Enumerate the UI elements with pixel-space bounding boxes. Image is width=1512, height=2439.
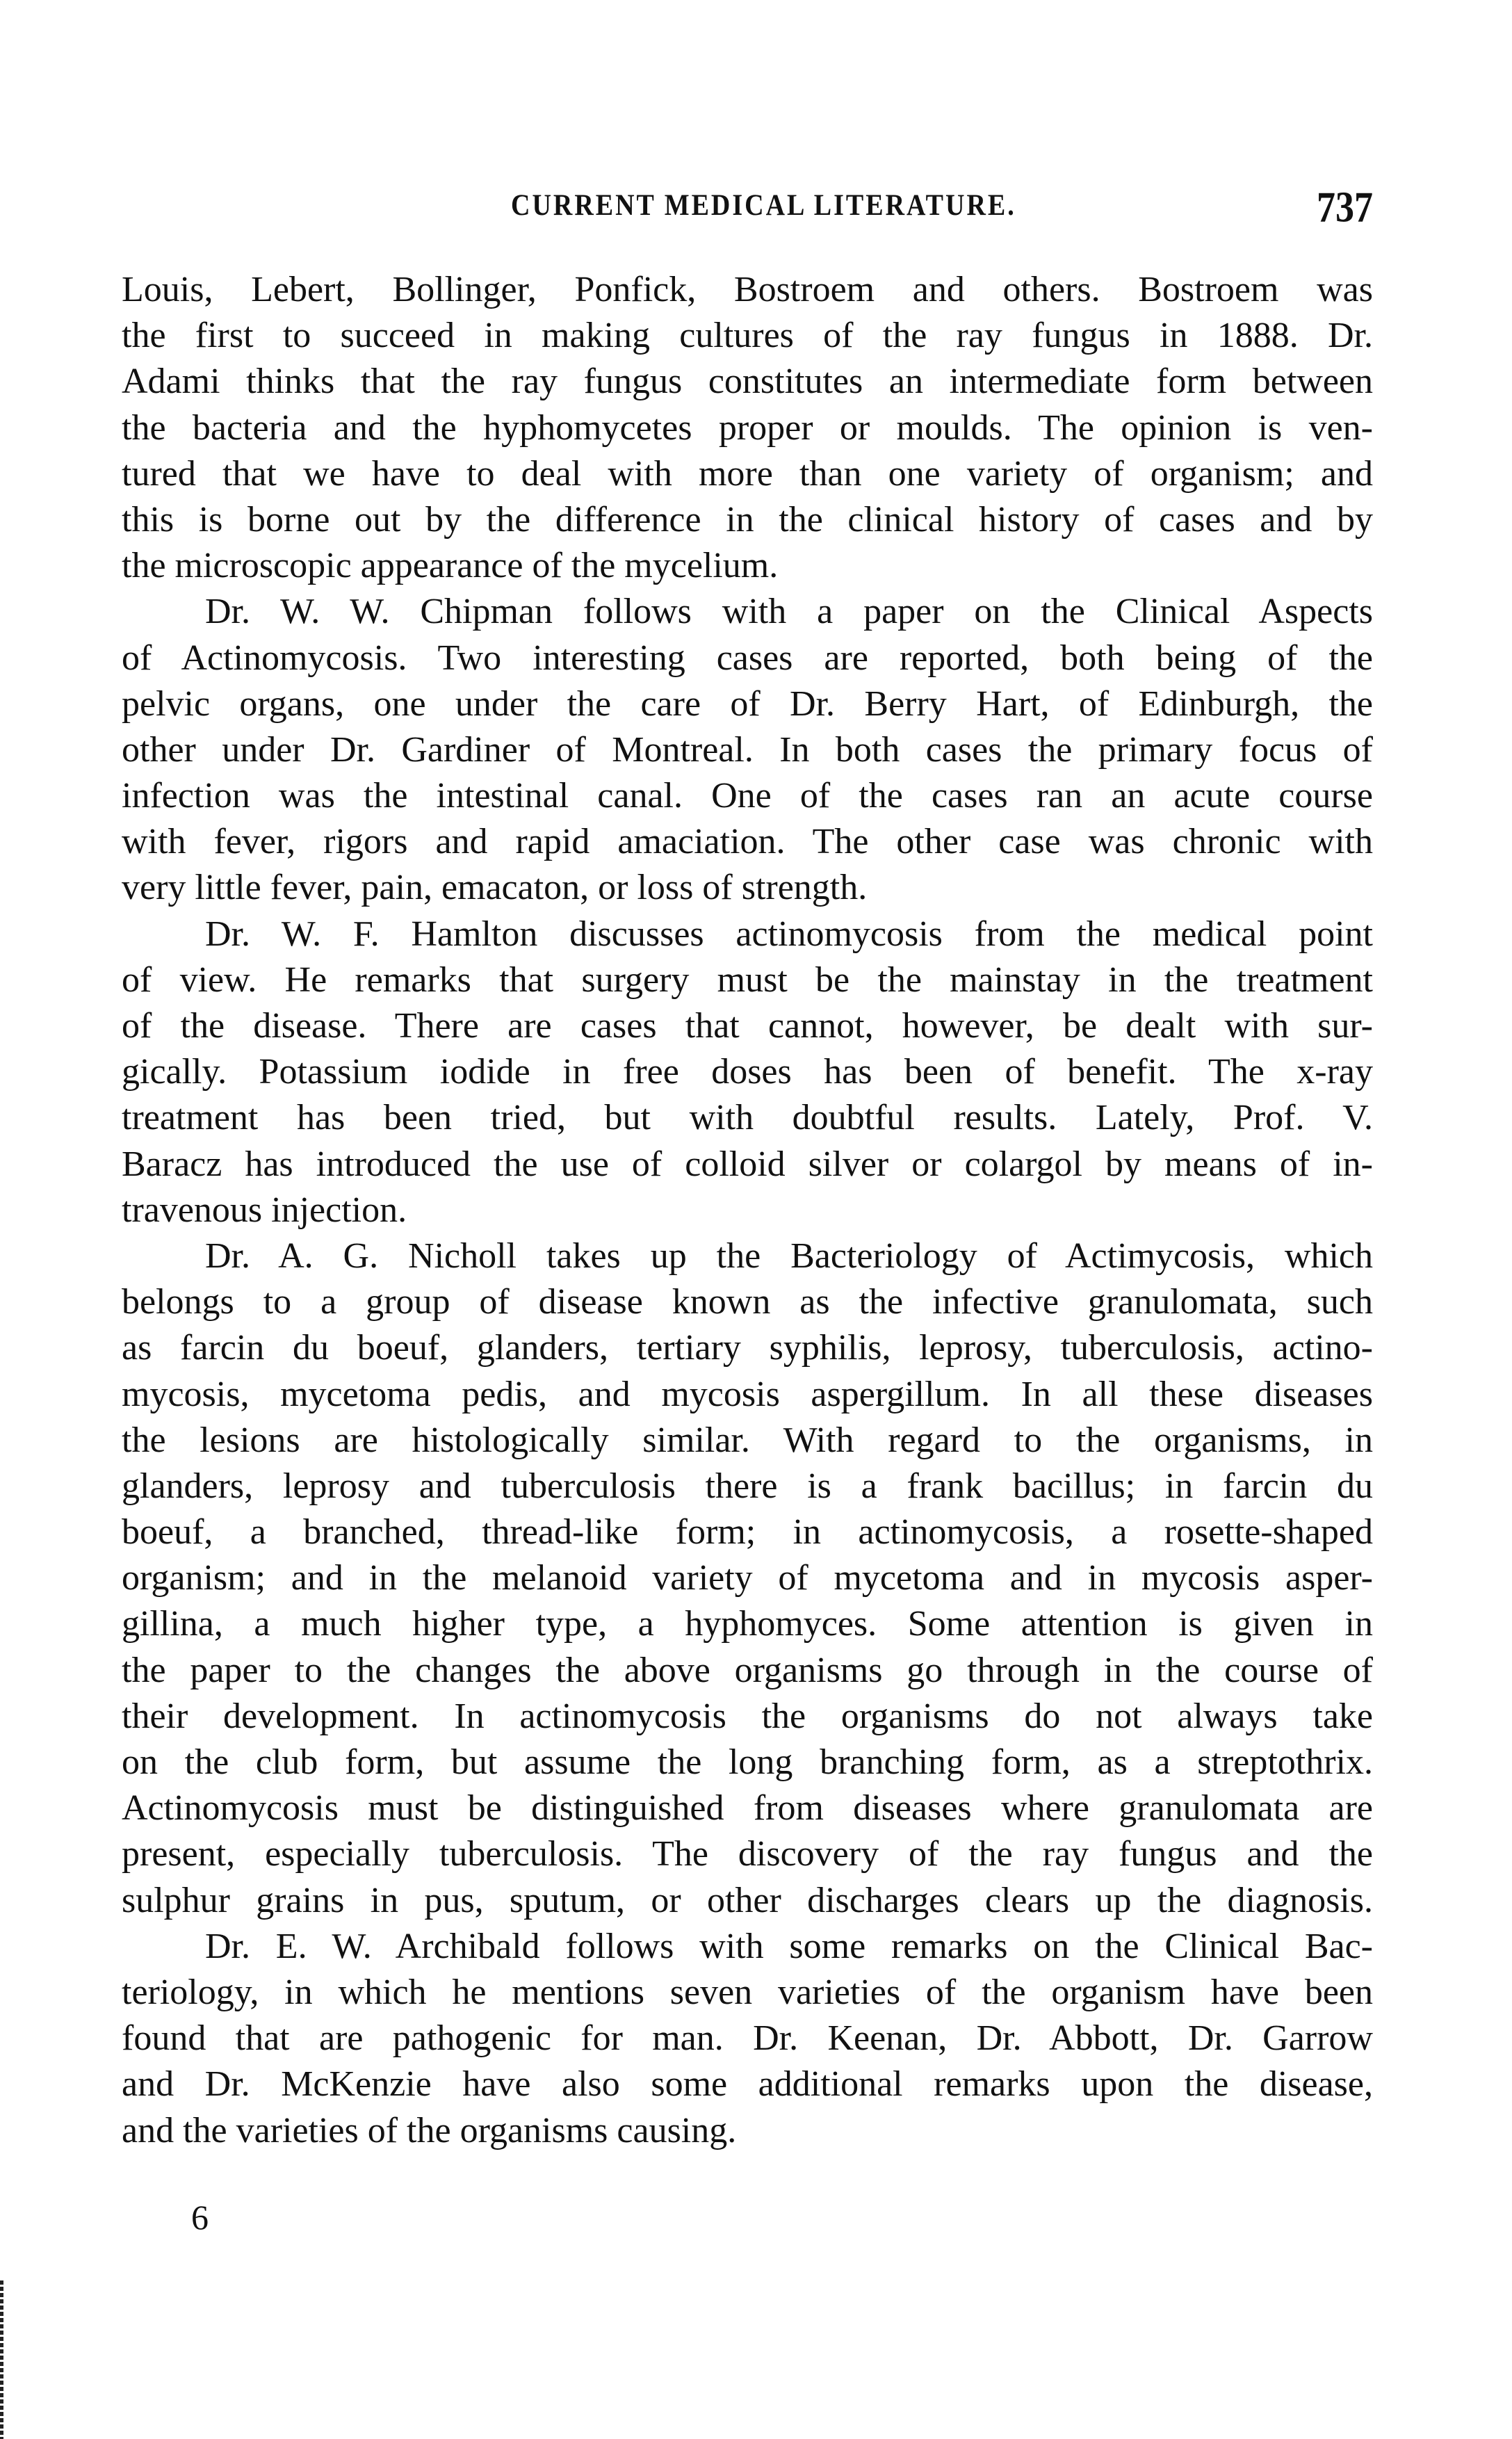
text-line: organism; and in the melanoid variety of mycetoma and in mycosis asper- xyxy=(122,1558,1373,1598)
text-line: Dr. A. G. Nicholl takes up the Bacteriology of Actimycosis, which xyxy=(205,1235,1373,1276)
text-line: Dr. W. W. Chipman follows with a paper on the Clinical Aspects xyxy=(205,592,1373,632)
text-line: Adami thinks that the ray fungus constitutes an intermediate form between xyxy=(122,362,1373,402)
text-line: this is borne out by the difference in the clinical history of cases and by xyxy=(122,499,1373,540)
paragraph-1 xyxy=(122,267,1373,589)
text-line: their development. In actinomycosis the organisms do not always take xyxy=(122,1696,1373,1736)
page-number: 737 xyxy=(1317,183,1373,232)
paragraph-archibald xyxy=(122,1924,1373,2154)
paragraph-hamlton xyxy=(122,911,1373,1233)
text-line: as farcin du boeuf, glanders, tertiary syphilis, leprosy, tuberculosis, actino- xyxy=(122,1328,1373,1368)
text-line: with fever, rigors and rapid amaciation. The other case was chronic with xyxy=(122,822,1373,862)
signature-mark: 6 xyxy=(191,2198,209,2237)
text-line: the bacteria and the hyphomycetes proper or moulds. The opinion is ven- xyxy=(122,407,1373,448)
text-line: tured that we have to deal with more than one variety of organism; and xyxy=(122,453,1373,494)
text-line: mycosis, mycetoma pedis, and mycosis aspergillum. In all these diseases xyxy=(122,1374,1373,1414)
text-line: and Dr. McKenzie have also some additional remarks upon the disease, xyxy=(122,2064,1373,2105)
text-line: belongs to a group of disease known as the infective granulomata, such xyxy=(122,1282,1373,1322)
text-line: of view. He remarks that surgery must be the mainstay in the treatment xyxy=(122,959,1373,1000)
paragraph-chipman xyxy=(122,589,1373,911)
text-line: travenous injection. xyxy=(122,1190,407,1230)
text-line: and the varieties of the organisms causing. xyxy=(122,2110,737,2150)
text-line: the first to succeed in making cultures of the ray fungus in 1888. Dr. xyxy=(122,316,1373,356)
text-line: teriology, in which he mentions seven varieties of the organism have been xyxy=(122,1972,1373,2012)
text-line: treatment has been tried, but with doubtful results. Lately, Prof. V. xyxy=(122,1098,1373,1138)
text-line: gically. Potassium iodide in free doses has been of benefit. The x-ray xyxy=(122,1052,1373,1092)
body-text xyxy=(122,267,1373,2154)
text-line: other under Dr. Gardiner of Montreal. In both cases the primary focus of xyxy=(122,729,1373,770)
text-line: Dr. W. F. Hamlton discusses actinomycosis from the medical point xyxy=(205,914,1373,954)
text-line: Actinomycosis must be distinguished from diseases where granulomata are xyxy=(122,1788,1373,1829)
text-line: the microscopic appearance of the mycelium. xyxy=(122,546,779,586)
text-line: present, especially tuberculosis. The discovery of the ray fungus and the xyxy=(122,1834,1373,1874)
text-line: gillina, a much higher type, a hyphomyces. Some attention is given in xyxy=(122,1604,1373,1644)
text-line: infection was the intestinal canal. One of the cases ran an acute course xyxy=(122,776,1373,816)
text-line: boeuf, a branched, thread-like form; in actinomycosis, a rosette-shaped xyxy=(122,1512,1373,1553)
text-line: of the disease. There are cases that cannot, however, be dealt with sur- xyxy=(122,1006,1373,1046)
text-line: the paper to the changes the above organisms go through in the course of xyxy=(122,1650,1373,1690)
text-line: pelvic organs, one under the care of Dr. Berry Hart, of Edinburgh, the xyxy=(122,683,1373,724)
running-head xyxy=(122,182,1373,232)
text-line: Baracz has introduced the use of colloid silver or colargol by means of in- xyxy=(122,1144,1373,1184)
text-line: glanders, leprosy and tuberculosis there is a frank bacillus; in farcin du xyxy=(122,1466,1373,1506)
text-line: the lesions are histologically similar. With regard to the organisms, in xyxy=(122,1420,1373,1460)
running-title: CURRENT MEDICAL LITERATURE. xyxy=(511,188,1016,222)
text-line: of Actinomycosis. Two interesting cases are reported, both being of the xyxy=(122,638,1373,678)
text-line: Dr. E. W. Archibald follows with some remarks on the Clinical Bac- xyxy=(205,1926,1373,1966)
text-line: sulphur grains in pus, sputum, or other discharges clears up the diagnosis. xyxy=(122,1880,1373,1920)
scan-edge-artifact xyxy=(0,2280,3,2439)
text-line: very little fever, pain, emacaton, or loss of strength. xyxy=(122,868,868,908)
text-line: on the club form, but assume the long branching form, as a streptothrix. xyxy=(122,1742,1373,1782)
paragraph-nicholl xyxy=(122,1233,1373,1924)
text-line: found that are pathogenic for man. Dr. Keenan, Dr. Abbott, Dr. Garrow xyxy=(122,2018,1373,2059)
text-line: Louis, Lebert, Bollinger, Ponfick, Bostroem and others. Bostroem was xyxy=(122,270,1373,309)
